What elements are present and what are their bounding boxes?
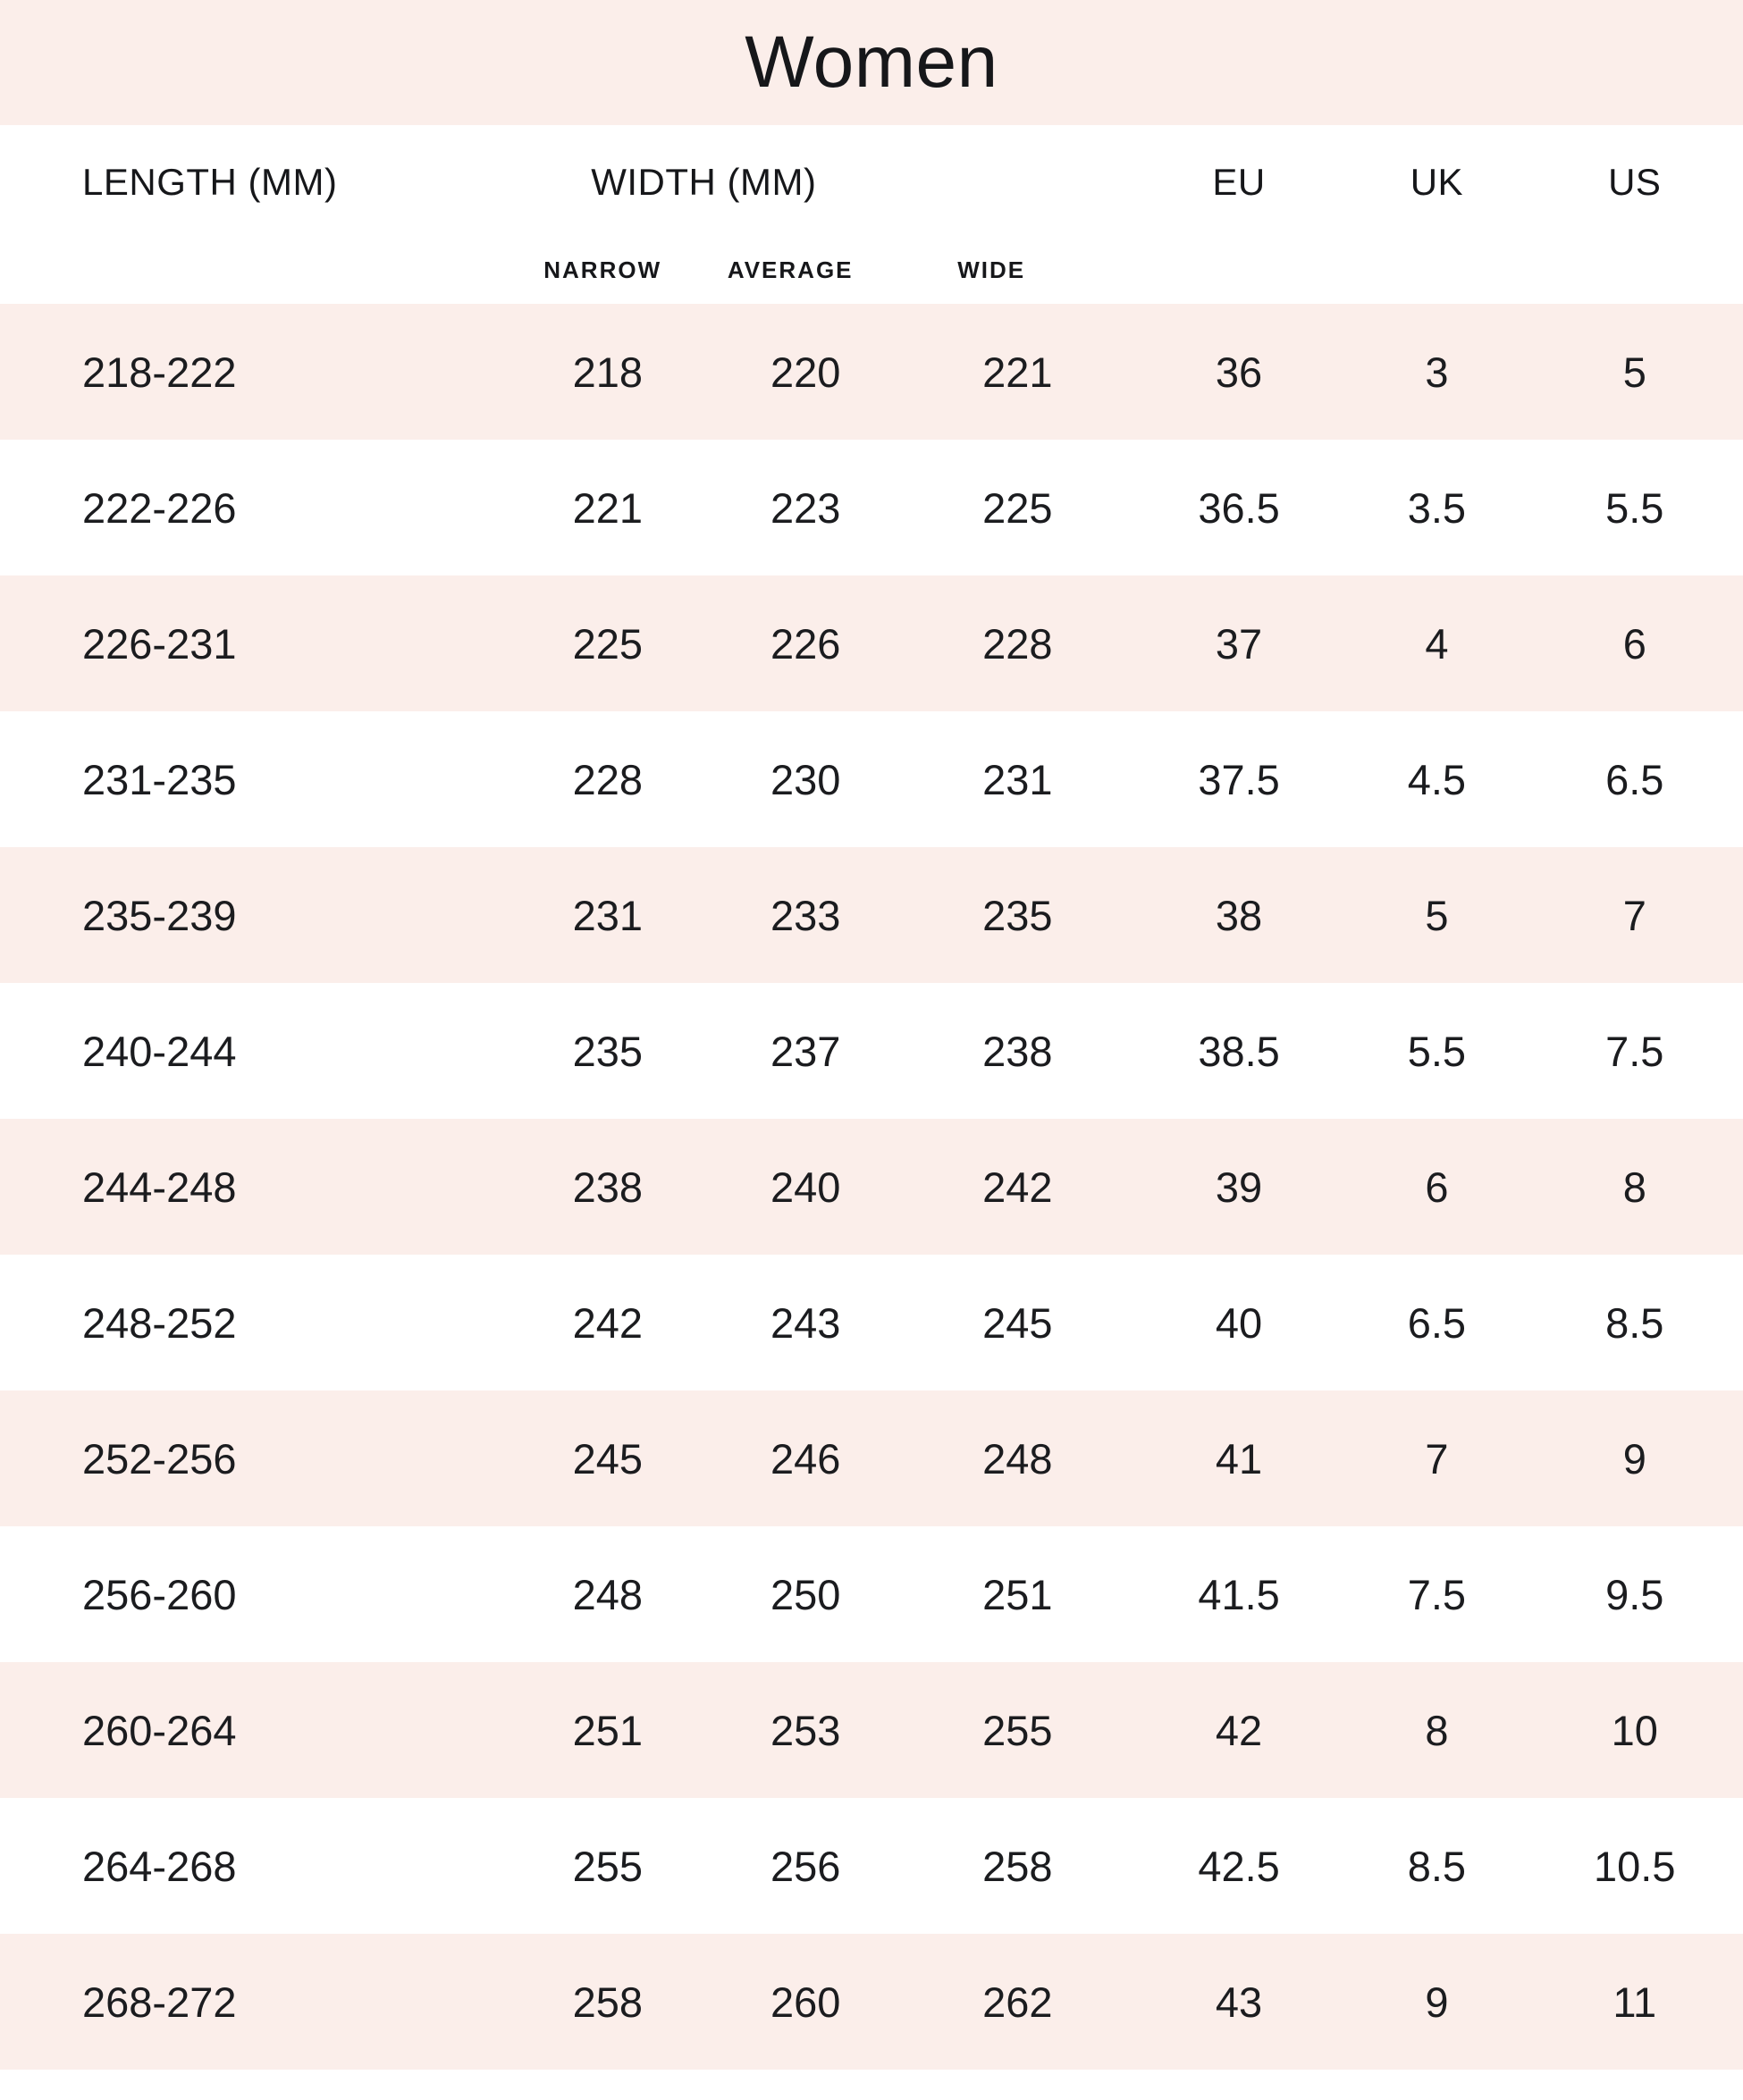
cell-eu: 40 (1131, 1255, 1347, 1390)
cell-eu: 41 (1131, 1390, 1347, 1526)
table-header (0, 125, 1743, 304)
cell-average: 226 (707, 575, 905, 711)
cell-wide: 225 (905, 440, 1131, 575)
cell-average: 243 (707, 1255, 905, 1390)
cell-length: 260-264 (0, 1662, 509, 1798)
table-row (0, 1119, 1743, 1255)
cell-us: 7.5 (1527, 983, 1743, 1119)
cell-length: 244-248 (0, 1119, 509, 1255)
column-header-wide-label: WIDE (957, 256, 1026, 283)
cell-uk: 9 (1347, 1934, 1526, 2070)
cell-average: 223 (707, 440, 905, 575)
cell-length: 231-235 (0, 711, 509, 847)
cell-eu: 37 (1131, 575, 1347, 711)
column-header-length (0, 125, 509, 304)
cell-eu: 37.5 (1131, 711, 1347, 847)
cell-uk: 6.5 (1347, 1255, 1526, 1390)
cell-uk: 5 (1347, 847, 1526, 983)
cell-us: 6 (1527, 575, 1743, 711)
column-header-us (1527, 125, 1743, 304)
cell-wide: 248 (905, 1390, 1131, 1526)
cell-wide: 231 (905, 711, 1131, 847)
cell-eu: 38 (1131, 847, 1347, 983)
cell-wide: 242 (905, 1119, 1131, 1255)
cell-us: 8 (1527, 1119, 1743, 1255)
cell-wide: 245 (905, 1255, 1131, 1390)
cell-narrow: 228 (509, 711, 706, 847)
cell-eu: 38.5 (1131, 983, 1347, 1119)
cell-length: 218-222 (0, 304, 509, 440)
cell-length: 235-239 (0, 847, 509, 983)
cell-average: 260 (707, 1934, 905, 2070)
cell-average: 250 (707, 1526, 905, 1662)
cell-wide: 221 (905, 304, 1131, 440)
cell-uk: 3 (1347, 304, 1526, 440)
column-header-uk (1347, 125, 1526, 304)
table-row (0, 1526, 1743, 1662)
cell-eu: 42.5 (1131, 1798, 1347, 1934)
cell-us: 10.5 (1527, 1798, 1743, 1934)
cell-uk: 8 (1347, 1662, 1526, 1798)
table-row (0, 1662, 1743, 1798)
cell-narrow: 258 (509, 1934, 706, 2070)
cell-us: 10 (1527, 1662, 1743, 1798)
table-row (0, 1255, 1743, 1390)
column-header-uk-label: UK (1410, 161, 1464, 203)
cell-eu: 36.5 (1131, 440, 1347, 575)
table-row (0, 575, 1743, 711)
cell-length: 222-226 (0, 440, 509, 575)
cell-average: 220 (707, 304, 905, 440)
cell-uk: 8.5 (1347, 1798, 1526, 1934)
column-header-narrow-label: NARROW (543, 256, 662, 283)
table-row (0, 1934, 1743, 2070)
cell-eu: 43 (1131, 1934, 1347, 2070)
column-header-width-label: WIDTH (MM) (591, 161, 817, 203)
cell-us: 6.5 (1527, 711, 1743, 847)
cell-length: 248-252 (0, 1255, 509, 1390)
cell-narrow: 242 (509, 1255, 706, 1390)
column-header-eu (1131, 125, 1347, 304)
cell-length: 226-231 (0, 575, 509, 711)
cell-average: 246 (707, 1390, 905, 1526)
cell-narrow: 235 (509, 983, 706, 1119)
cell-narrow: 248 (509, 1526, 706, 1662)
cell-wide: 258 (905, 1798, 1131, 1934)
cell-length: 268-272 (0, 1934, 509, 2070)
table-row (0, 711, 1743, 847)
cell-us: 5.5 (1527, 440, 1743, 575)
cell-wide: 238 (905, 983, 1131, 1119)
cell-average: 233 (707, 847, 905, 983)
table-row (0, 1798, 1743, 1934)
cell-us: 11 (1527, 1934, 1743, 2070)
cell-us: 9 (1527, 1390, 1743, 1526)
cell-wide: 251 (905, 1526, 1131, 1662)
column-header-length-label: LENGTH (MM) (82, 161, 338, 203)
cell-narrow: 245 (509, 1390, 706, 1526)
cell-uk: 6 (1347, 1119, 1526, 1255)
cell-average: 240 (707, 1119, 905, 1255)
page-title-bar (0, 0, 1743, 125)
table-row (0, 440, 1743, 575)
cell-average: 253 (707, 1662, 905, 1798)
cell-us: 7 (1527, 847, 1743, 983)
table-row (0, 304, 1743, 440)
cell-narrow: 221 (509, 440, 706, 575)
cell-narrow: 238 (509, 1119, 706, 1255)
cell-narrow: 231 (509, 847, 706, 983)
cell-uk: 5.5 (1347, 983, 1526, 1119)
cell-narrow: 225 (509, 575, 706, 711)
cell-average: 230 (707, 711, 905, 847)
cell-narrow: 218 (509, 304, 706, 440)
table-row (0, 983, 1743, 1119)
cell-eu: 42 (1131, 1662, 1347, 1798)
cell-wide: 255 (905, 1662, 1131, 1798)
column-header-width-group (509, 125, 1131, 304)
cell-us: 5 (1527, 304, 1743, 440)
page-title: Women (745, 21, 998, 103)
cell-wide: 235 (905, 847, 1131, 983)
cell-wide: 262 (905, 1934, 1131, 2070)
cell-uk: 4 (1347, 575, 1526, 711)
cell-eu: 36 (1131, 304, 1347, 440)
size-conversion-table (0, 125, 1743, 2070)
cell-length: 240-244 (0, 983, 509, 1119)
cell-uk: 7.5 (1347, 1526, 1526, 1662)
cell-uk: 4.5 (1347, 711, 1526, 847)
column-header-us-label: US (1608, 161, 1662, 203)
cell-length: 264-268 (0, 1798, 509, 1934)
cell-length: 252-256 (0, 1390, 509, 1526)
cell-uk: 3.5 (1347, 440, 1526, 575)
cell-narrow: 251 (509, 1662, 706, 1798)
table-row (0, 1390, 1743, 1526)
cell-us: 9.5 (1527, 1526, 1743, 1662)
cell-wide: 228 (905, 575, 1131, 711)
table-body (0, 304, 1743, 2070)
cell-length: 256-260 (0, 1526, 509, 1662)
cell-average: 256 (707, 1798, 905, 1934)
table-row (0, 847, 1743, 983)
cell-us: 8.5 (1527, 1255, 1743, 1390)
column-header-eu-label: EU (1212, 161, 1266, 203)
column-header-average-label: AVERAGE (727, 256, 854, 283)
cell-narrow: 255 (509, 1798, 706, 1934)
cell-average: 237 (707, 983, 905, 1119)
cell-eu: 41.5 (1131, 1526, 1347, 1662)
cell-uk: 7 (1347, 1390, 1526, 1526)
cell-eu: 39 (1131, 1119, 1347, 1255)
